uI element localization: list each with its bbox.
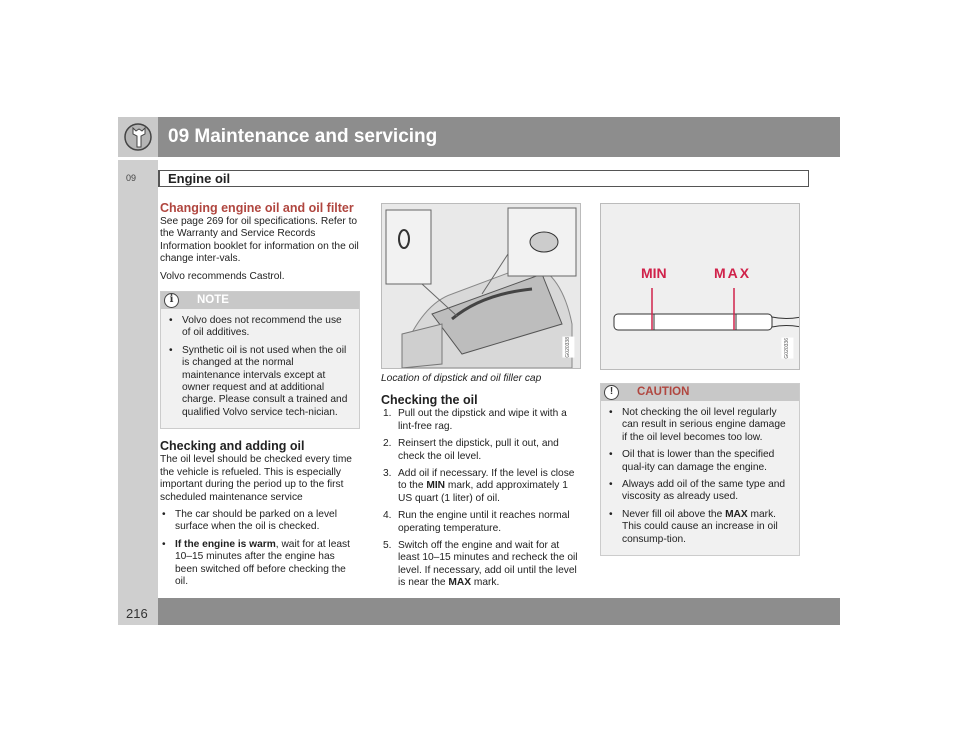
item-text: Switch off the engine and wait for at least 10–15 minutes and recheck the oil level. If necessary, add oil until the level is near the <box>398 540 578 589</box>
bullet: • <box>609 407 613 418</box>
list-item: • The car should be parked on a level surface when the oil is checked. <box>162 508 337 533</box>
item-text: Run the engine until it reaches normal operating temperature. <box>398 510 570 534</box>
step-number: 2. <box>383 438 392 450</box>
wrench-icon <box>118 117 158 157</box>
footer-band <box>158 598 840 625</box>
chapter-tab-number: 09 <box>126 173 137 183</box>
info-icon: i <box>164 293 179 308</box>
caution-icon: ! <box>604 385 619 400</box>
step-item <box>381 510 581 535</box>
item-text: Volvo does not recommend the use of oil additives. <box>182 315 342 339</box>
figure-caption: Location of dipstick and oil filler cap <box>381 373 542 384</box>
column-1 <box>160 201 360 593</box>
step-number: 3. <box>383 468 392 480</box>
bold-term: MAX <box>448 577 472 589</box>
paragraph: See page 269 for oil specifications. Refer to the Warranty and Service Records Information booklet for information on the oil change inter-vals. <box>160 216 359 265</box>
engine-illustration <box>382 204 581 368</box>
figure-code: G020338 <box>562 337 574 358</box>
item-text: mark, add approximately 1 US quart (1 liter) of oil. <box>398 480 568 504</box>
item-text: The car should be parked on a level surface when the oil is checked. <box>175 508 337 533</box>
engine-bay-figure <box>381 203 581 369</box>
list-item <box>607 449 793 474</box>
note-label: NOTE <box>197 294 229 307</box>
dipstick-illustration <box>601 204 800 369</box>
bullet: • <box>609 449 613 461</box>
paragraph: Volvo recommends Castrol. <box>160 270 285 282</box>
note-box <box>160 291 360 429</box>
item-text: , wait for at least 10–15 minutes after the engine has been switched off before checking the oil. <box>175 538 350 587</box>
item-text: Oil that is lower than the specified qual-ity can damage the engine. <box>622 449 775 473</box>
bold-term: MAX <box>725 508 748 520</box>
bullet: • <box>609 479 613 491</box>
chapter-title: 09 Maintenance and servicing <box>168 126 438 147</box>
item-text: Never fill oil above the <box>622 508 726 520</box>
list-item: • If the engine is warm, wait for at least 10–15 minutes after the engine has been switched off before checking the oil. <box>162 538 350 587</box>
list-item <box>607 479 793 504</box>
step-number: 5. <box>383 540 392 552</box>
min-label: MIN <box>641 265 667 281</box>
paragraph: The oil level should be checked every time the vehicle is refueled. This is especially important during the period up to the first scheduled maintenance service <box>160 454 352 503</box>
item-text: Reinsert the dipstick, pull it out, and check the oil level. <box>398 438 559 462</box>
item-bold: If the engine is warm <box>175 538 276 550</box>
item-text: Add oil if necessary. If the level is close to the <box>398 468 575 492</box>
item-text: Not checking the oil level regularly can result in serious engine damage if the oil level becomes too low. <box>622 407 786 443</box>
step-number: 1. <box>383 408 392 420</box>
section-title: Engine oil <box>158 170 809 187</box>
figure-code: G020336 <box>781 338 793 359</box>
item-text: Always add oil of the same type and viscosity as already used. <box>622 479 786 503</box>
page-number: 216 <box>126 606 148 621</box>
caution-box <box>600 383 800 556</box>
heading-changing-oil: Changing engine oil and oil filter <box>160 201 354 215</box>
heading-checking-adding: Checking and adding oil <box>160 439 305 454</box>
list-item <box>607 509 793 546</box>
list-item: • Synthetic oil is not used when the oil is changed at the normal maintenance intervals except at owner request and at additional charge. Please consult a trained and qualified Volvo service tech-nician. <box>169 344 348 418</box>
list-item <box>607 407 793 444</box>
max-label: MAX <box>714 265 752 281</box>
caution-label: CAUTION <box>637 386 690 399</box>
step-item <box>381 408 581 433</box>
bullet: • <box>609 508 613 520</box>
step-number: 4. <box>383 510 392 522</box>
list-item: • Volvo does not recommend the use of oil additives. <box>169 315 342 339</box>
item-text: Pull out the dipstick and wipe it with a lint-free rag. <box>398 408 567 432</box>
heading-checking-oil: Checking the oil <box>381 393 478 408</box>
chapter-icon-box <box>118 117 158 157</box>
step-item <box>381 468 581 505</box>
step-item <box>381 540 581 590</box>
step-item <box>381 438 581 463</box>
column-2 <box>381 203 581 595</box>
dipstick-figure <box>600 203 800 370</box>
item-text: mark. This could cause an increase in oil consump-tion. <box>622 508 778 545</box>
item-text: mark. <box>471 577 500 589</box>
item-text: Synthetic oil is not used when the oil is changed at the normal maintenance intervals except at owner request and at additional charge. Please consult a trained and qualified Volvo service tech-nician. <box>182 344 348 418</box>
chapter-tab <box>118 160 158 625</box>
bold-term: MIN <box>426 480 446 492</box>
column-3 <box>600 203 800 566</box>
